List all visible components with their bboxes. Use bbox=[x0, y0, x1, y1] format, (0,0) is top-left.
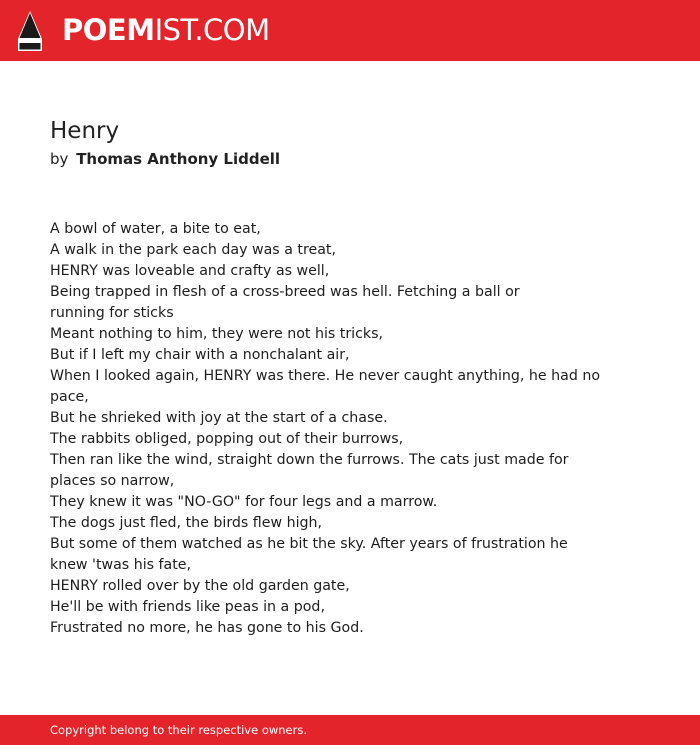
poem-line: They knew it was "NO-GO" for four legs and a marrow. bbox=[50, 494, 438, 510]
poem-body bbox=[50, 219, 601, 639]
poem-line: HENRY was loveable and crafty as well, bbox=[50, 263, 330, 279]
logo-bold-part: POEM bbox=[62, 13, 155, 47]
site-logo[interactable] bbox=[62, 13, 270, 47]
byline bbox=[50, 149, 280, 169]
poem-line: When I looked again, HENRY was there. He never caught anything, he had no bbox=[50, 368, 601, 384]
poem-line: The dogs just fled, the birds flew high, bbox=[50, 515, 323, 531]
poem-line: HENRY rolled over by the old garden gate, bbox=[50, 578, 350, 594]
poem-line: A bowl of water, a bite to eat, bbox=[50, 221, 261, 237]
poem-line: A walk in the park each day was a treat, bbox=[50, 242, 336, 258]
poem-line: Frustrated no more, he has gone to his God. bbox=[50, 620, 364, 636]
by-label: by bbox=[50, 150, 69, 168]
poem-line: The rabbits obliged, popping out of their burrows, bbox=[50, 431, 404, 447]
site-footer bbox=[0, 715, 700, 745]
poem-line: Then ran like the wind, straight down the furrows. The cats just made for bbox=[50, 452, 569, 468]
poem-line: But he shrieked with joy at the start of a chase. bbox=[50, 410, 388, 426]
site-header bbox=[0, 0, 700, 61]
logo-light-part: IST.COM bbox=[154, 13, 270, 47]
poem-line: pace, bbox=[50, 389, 89, 405]
pencil-tip-icon bbox=[17, 10, 43, 52]
poem-line: He'll be with friends like peas in a pod, bbox=[50, 599, 325, 615]
poem-line: But some of them watched as he bit the sky. After years of frustration he bbox=[50, 536, 568, 552]
copyright-text: Copyright belong to their respective owners. bbox=[50, 723, 308, 737]
poem-line: Being trapped in flesh of a cross-breed was hell. Fetching a ball or bbox=[50, 284, 520, 300]
poem-line: running for sticks bbox=[50, 305, 174, 321]
poem-line: Meant nothing to him, they were not his tricks, bbox=[50, 326, 384, 342]
poem-line: places so narrow, bbox=[50, 473, 175, 489]
author-name: Thomas Anthony Liddell bbox=[76, 150, 281, 168]
poem-line: knew 'twas his fate, bbox=[50, 557, 192, 573]
poem-line: But if I left my chair with a nonchalant air, bbox=[50, 347, 350, 363]
poem-title: Henry bbox=[50, 118, 120, 144]
